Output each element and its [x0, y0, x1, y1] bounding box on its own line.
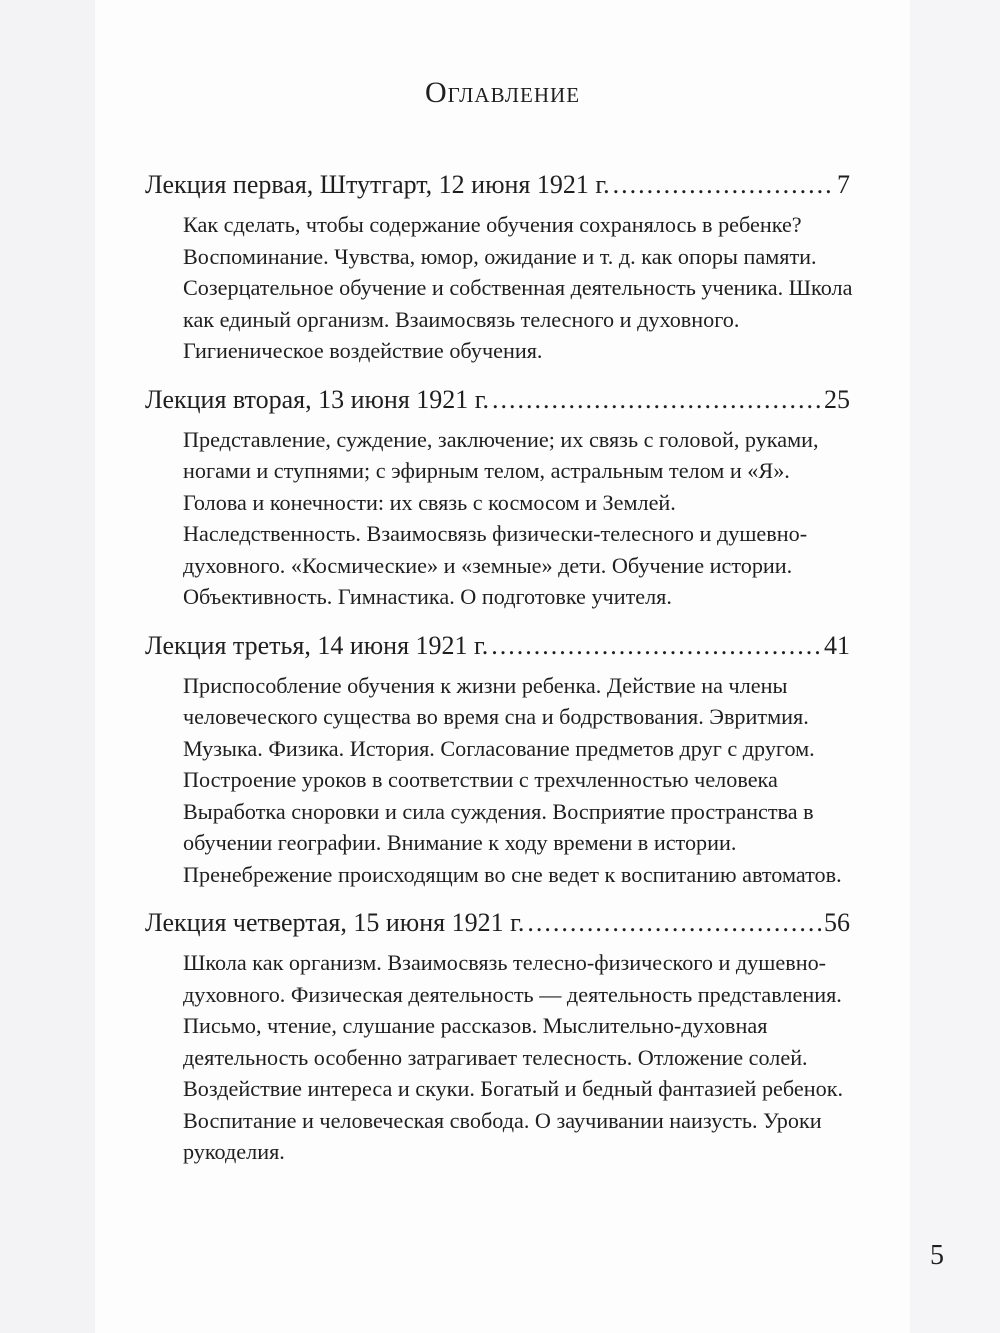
toc-entry-title: Лекция четвертая, 15 июня 1921 г. [145, 908, 525, 937]
right-page-margin [910, 0, 1000, 1333]
toc-entry [145, 165, 853, 367]
page-number: 5 [930, 1240, 944, 1271]
toc-entry-title: Лекция вторая, 13 июня 1921 г. [145, 384, 490, 414]
toc-entry-title: Лекция третья, 14 июня 1921 г. [145, 630, 489, 660]
toc-entry-page: 41 [824, 630, 850, 660]
toc-entry-description: Школа как организм. Взаимосвязь телесно-физического и душевно-духовного. Физическая деятельность — деятельность представления. Письмо, чтение, слушание рассказов. Мыслительно-духовная деятельность особенно затрагивает телесность. Отложение солей. Воздействие интереса и скуки. Богатый и бедный фантазией ребенок. Воспитание и человеческая свобода. О заучивании наизусть. Уроки рукоделия. [183, 950, 844, 1164]
toc-entry [145, 903, 850, 1168]
toc-entry-page: 25 [824, 384, 850, 414]
table-of-contents [145, 165, 853, 1181]
toc-entry-description: Представление, суждение, заключение; их связь с головой, руками, ногами и ступнями; с эфирным телом, астральным телом и «Я». Голова и конечности: их связь с космосом и Землей. Наследственность. Взаимосвязь физически-телесного и душевно-духовного. «Космические» и «земные» дети. Обучение истории. Объективность. Гимнастика. О подготовке учителя. [183, 426, 819, 609]
toc-entry-page: 56 [824, 908, 850, 937]
toc-entry-heading [145, 626, 850, 666]
toc-entry-page: 7 [837, 170, 850, 199]
toc-entry-description: Как сделать, чтобы содержание обучения сохранялось в ребенке? Воспоминание. Чувства, юмор, ожидание и т. д. как опоры памяти. Созерцательное обучение и собственная деятельность ученика. Школа как единый организм. Взаимосвязь телесного и духовного. Гигиеническое воздействие обучения. [183, 212, 853, 363]
dot-leader [613, 165, 834, 205]
toc-entry [145, 380, 850, 613]
toc-entry [145, 626, 850, 891]
dot-leader [492, 380, 821, 420]
dot-leader [527, 903, 821, 943]
toc-entry-title: Лекция первая, Штутгарт, 12 июня 1921 г. [145, 170, 610, 199]
toc-entry-heading [145, 903, 850, 943]
toc-entry-heading [145, 380, 850, 420]
left-page-margin [0, 0, 95, 1333]
dot-leader [491, 626, 821, 666]
page-title: Оглавление [424, 76, 581, 109]
toc-entry-heading [145, 165, 850, 205]
toc-entry-description: Приспособление обучения к жизни ребенка. Действие на члены человеческого существа во время сна и бодрствования. Эвритмия. Музыка. Физика. История. Согласование предметов друг с другом. Построение уроков в соответствии с трехчленностью человека Выработка сноровки и сила суждения. Восприятие пространства в обучении географии. Внимание к ходу времени в истории. Пренебрежение происходящим во сне ведет к воспитанию автоматов. [183, 672, 842, 887]
